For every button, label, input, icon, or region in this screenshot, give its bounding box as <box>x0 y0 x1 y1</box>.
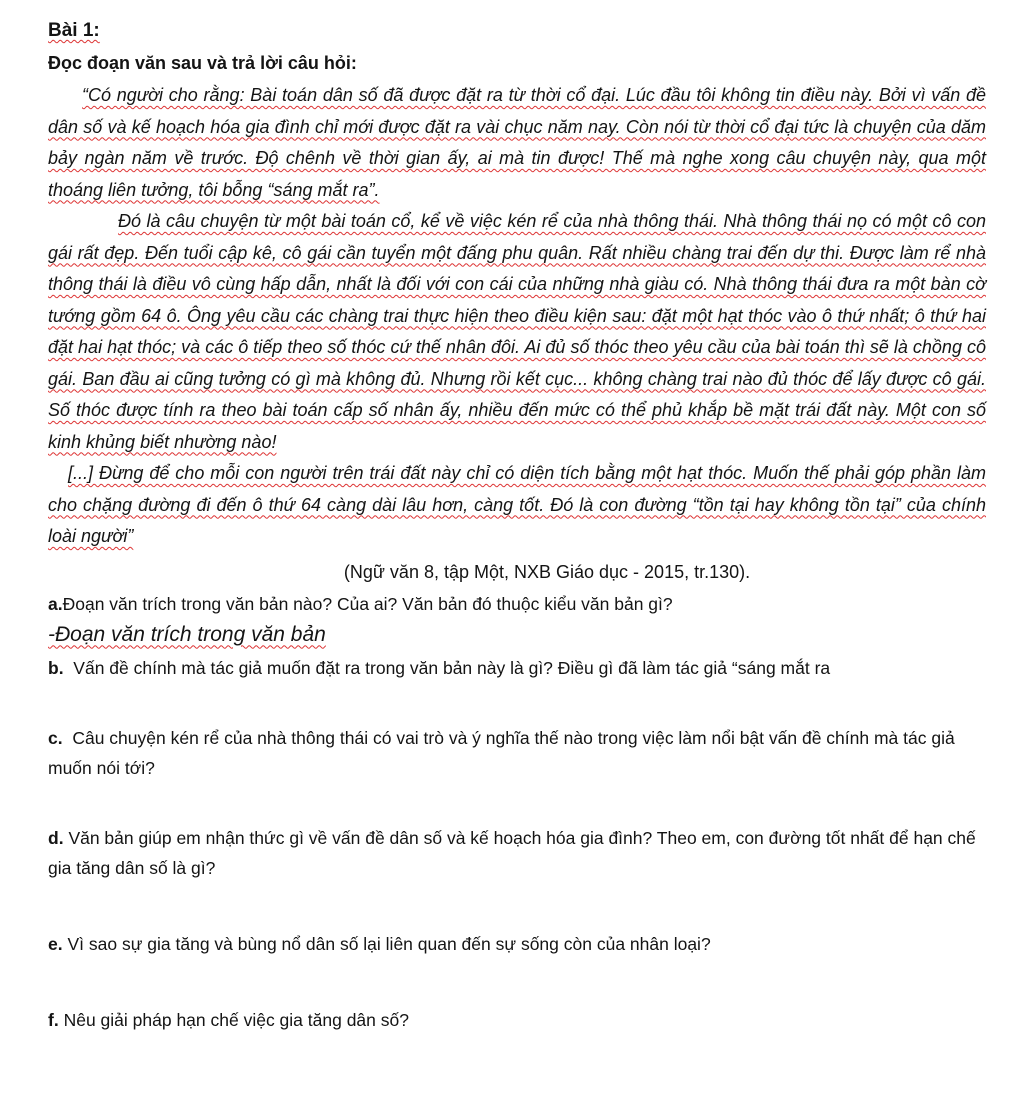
exercise-title: Bài 1: <box>48 20 100 41</box>
question-c-text: Câu chuyện kén rể của nhà thông thái có vai trò và ý nghĩa thế nào trong việc làm nổi bật vấn đề chính mà tác giả muốn nói tới? <box>48 727 955 778</box>
question-a <box>48 589 986 619</box>
question-e-label: e. <box>48 933 63 954</box>
question-c-label: c. <box>48 727 63 748</box>
passage-source: (Ngữ văn 8, tập Một, NXB Giáo dục - 2015, tr.130). <box>343 561 751 582</box>
question-d-text: Văn bản giúp em nhận thức gì về vấn đề dân số và kế hoạch hóa gia đình? Theo em, con đường tốt nhất để hạn chế gia tăng dân số là gì? <box>48 827 976 878</box>
passage-paragraph-3: [...] Đừng để cho mỗi con người trên trái đất này chỉ có diện tích bằng một hạt thóc. Muốn thế phải góp phần làm cho chặng đường đi đến ô thứ 64 càng dài lâu hơn, càng tốt. Đó là con đường “tồn tại hay không tồn tại” của chính loài người” <box>48 463 986 546</box>
reading-passage <box>48 80 986 553</box>
question-a-text: Đoạn văn trích trong văn bản nào? Của ai? Văn bản đó thuộc kiểu văn bản gì? <box>62 593 673 614</box>
question-e <box>48 929 986 959</box>
question-f-label: f. <box>48 1009 59 1030</box>
question-c <box>48 723 986 783</box>
question-f <box>48 1005 986 1035</box>
question-d-label: d. <box>48 827 64 848</box>
question-b <box>48 653 986 683</box>
passage-paragraph-2: Đó là câu chuyện từ một bài toán cổ, kể về việc kén rể của nhà thông thái. Nhà thông thái nọ có một cô con gái rất đẹp. Đến tuổi cập kê, cô gái cần tuyển một đấng phu quân. Rất nhiều chàng trai đến dự thi. Được làm rể nhà thông thái là điều vô cùng hấp dẫn, nhất là đối với con cái của những nhà giàu có. Nhà thông thái đưa ra một bàn cờ tướng gồm 64 ô. Ông yêu cầu các chàng trai thực hiện theo điều kiện sau: đặt một hạt thóc vào ô thứ nhất; ô thứ hai đặt hai hạt thóc; và các ô tiếp theo số thóc cứ thế nhân đôi. Ai đủ số thóc theo yêu cầu của bài toán thì sẽ là chồng cô gái. Ban đầu ai cũng tưởng có gì mà không đủ. Nhưng rồi kết cục... không chàng trai nào đủ thóc để lấy được cô gái. Số thóc được tính ra theo bài toán cấp số nhân ấy, nhiều đến mức có thể phủ khắp bề mặt trái đất này. Một con số kinh khủng biết nhường nào! <box>48 211 986 452</box>
answer-a: -Đoạn văn trích trong văn bản <box>48 622 326 646</box>
reading-instruction: Đọc đoạn văn sau và trả lời câu hỏi: <box>48 53 357 73</box>
question-a-label: a. <box>48 593 63 614</box>
question-b-text: Vấn đề chính mà tác giả muốn đặt ra trong văn bản này là gì? Điều gì đã làm tác giả “sáng mắt ra <box>73 657 831 678</box>
question-f-text: Nêu giải pháp hạn chế việc gia tăng dân số? <box>63 1009 409 1030</box>
question-d <box>48 823 986 883</box>
question-b-label: b. <box>48 657 64 678</box>
passage-paragraph-1: “Có người cho rằng: Bài toán dân số đã được đặt ra từ thời cổ đại. Lúc đầu tôi không tin điều này. Bởi vì vấn đề dân số và kế hoạch hóa gia đình chỉ mới được đặt ra vài chục năm nay. Còn nói từ thời cổ đại tức là chuyện của dăm bảy ngàn năm về trước. Độ chênh về thời gian ấy, ai mà tin được! Thế mà nghe xong câu chuyện này, qua một thoáng liên tưởng, tôi bỗng “sáng mắt ra”. <box>48 85 986 200</box>
question-e-text: Vì sao sự gia tăng và bùng nổ dân số lại liên quan đến sự sống còn của nhân loại? <box>67 933 711 954</box>
